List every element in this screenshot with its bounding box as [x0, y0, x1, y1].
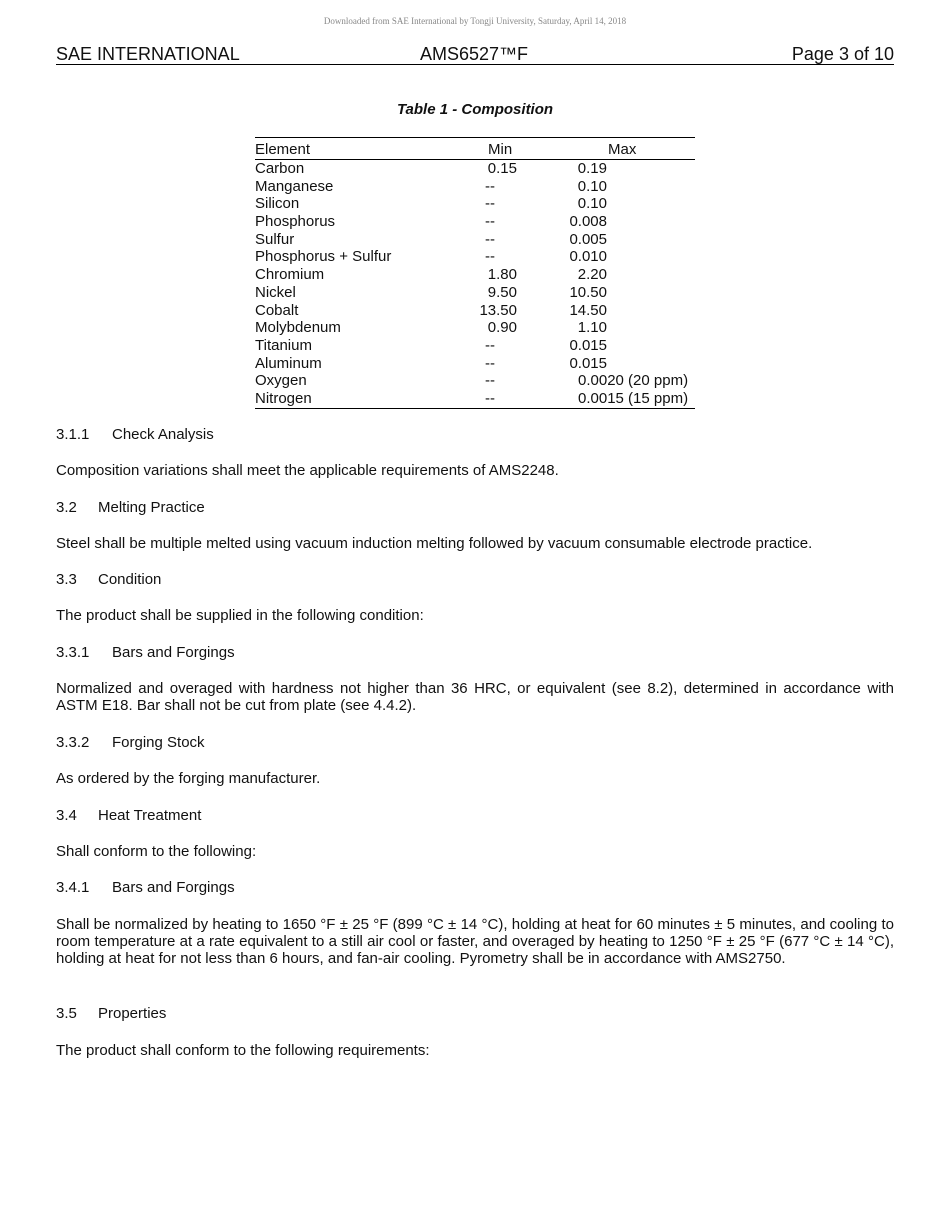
cell-max: 0.015: [569, 336, 607, 354]
cell-max: 0.10: [577, 195, 607, 213]
paragraph-3-3: The product shall be supplied in the following condition:: [56, 607, 424, 624]
section-number: 3.5: [56, 1005, 77, 1022]
cell-element: Oxygen: [255, 372, 307, 390]
table-row: [255, 319, 695, 337]
cell-max: 0.0020 (20 ppm): [578, 372, 689, 390]
cell-max: 0.0015 (15 ppm): [578, 389, 689, 407]
section-heading-3-4: [56, 807, 894, 824]
column-header-min: Min: [488, 141, 513, 158]
section-title: Heat Treatment: [98, 807, 202, 824]
table-row: [255, 337, 695, 355]
section-heading-3-4-1: [56, 879, 894, 896]
cell-min: 0.15: [487, 160, 517, 177]
cell-max: 10.50: [569, 283, 607, 301]
paragraph-3-3-2: As ordered by the forging manufacturer.: [56, 770, 321, 787]
section-heading-3-3-2: [56, 734, 894, 751]
table-row: [255, 355, 695, 373]
cell-min: --: [485, 248, 495, 266]
table-row: [255, 213, 695, 231]
cell-min: 1.80: [487, 266, 517, 284]
table-header-row: [255, 140, 695, 160]
section-number: 3.3.2: [56, 734, 90, 751]
section-title: Forging Stock: [112, 734, 205, 751]
cell-min: --: [485, 389, 495, 407]
cell-max: 0.19: [577, 160, 607, 177]
section-number: 3.4: [56, 807, 77, 824]
table-row: [255, 248, 695, 266]
column-header-element: Element: [255, 141, 311, 158]
cell-max: 0.10: [577, 177, 607, 195]
section-title: Bars and Forgings: [112, 879, 235, 896]
cell-element: Aluminum: [255, 354, 322, 372]
column-header-max: Max: [608, 141, 637, 158]
section-heading-3-1-1: [56, 426, 894, 443]
cell-min: 13.50: [479, 301, 517, 319]
cell-element: Phosphorus: [255, 213, 336, 231]
table-title: Table 1 - Composition: [396, 101, 554, 118]
page-header: [56, 44, 894, 65]
cell-element: Titanium: [255, 336, 312, 354]
cell-element: Nitrogen: [255, 389, 312, 407]
header-organization: SAE INTERNATIONAL: [56, 44, 240, 64]
cell-element: Nickel: [255, 283, 296, 301]
cell-element: Chromium: [255, 266, 325, 284]
section-number: 3.1.1: [56, 426, 90, 443]
section-title: Condition: [98, 571, 162, 588]
table-row: [255, 160, 695, 178]
paragraph-3-3-1: Normalized and overaged with hardness not higher than 36 HRC, or equivalent (see 8.2), determined in accordance with ASTM E18. Bar shall not be cut from plate (see 4.4.2).: [56, 680, 894, 714]
section-number: 3.3: [56, 571, 77, 588]
section-number: 3.2: [56, 499, 77, 516]
table-row: [255, 231, 695, 249]
cell-element: Manganese: [255, 177, 334, 195]
cell-min: --: [485, 177, 495, 195]
table-row: [255, 302, 695, 320]
cell-max: 0.008: [569, 213, 607, 231]
cell-max: 0.005: [569, 230, 607, 248]
cell-max: 14.50: [569, 301, 607, 319]
section-title: Check Analysis: [112, 426, 214, 443]
cell-max: 0.010: [569, 248, 607, 266]
paragraph-3-1-1: Composition variations shall meet the applicable requirements of AMS2248.: [56, 462, 559, 479]
table-row: [255, 195, 695, 213]
section-heading-3-3-1: [56, 644, 894, 661]
table-row: [255, 178, 695, 196]
cell-element: Carbon: [255, 160, 305, 177]
section-title: Melting Practice: [98, 499, 205, 516]
table-row: [255, 372, 695, 390]
paragraph-3-4-1: Shall be normalized by heating to 1650 °F ± 25 °F (899 °C ± 14 °C), holding at heat for 60 minutes ± 5 minutes, and cooling to room temperature at a rate equivalent to a still air cool or faster, and overaged by heating to 1250 °F ± 25 °F (677 °C ± 14 °C), holding at heat for not less than 6 hours, and fan-air cooling. Pyrometry shall be in accordance with AMS2750.: [56, 916, 894, 967]
section-heading-3-5: [56, 1005, 894, 1022]
cell-min: 0.90: [487, 319, 517, 337]
cell-max: 2.20: [577, 266, 607, 284]
composition-table: [255, 137, 695, 409]
header-document-id: AMS6527™F: [420, 44, 529, 64]
cell-min: --: [485, 372, 495, 390]
cell-element: Phosphorus + Sulfur: [255, 248, 392, 266]
table-row: [255, 390, 695, 408]
cell-element: Sulfur: [255, 230, 295, 248]
cell-min: --: [485, 230, 495, 248]
cell-min: --: [485, 213, 495, 231]
section-heading-3-2: [56, 499, 894, 516]
section-number: 3.3.1: [56, 644, 90, 661]
cell-min: --: [485, 195, 495, 213]
table-row: [255, 284, 695, 302]
cell-max: 1.10: [577, 319, 607, 337]
cell-min: --: [485, 336, 495, 354]
cell-min: --: [485, 354, 495, 372]
paragraph-3-5: The product shall conform to the following requirements:: [56, 1042, 430, 1059]
cell-max: 0.015: [569, 354, 607, 372]
cell-element: Molybdenum: [255, 319, 341, 337]
paragraph-3-2: Steel shall be multiple melted using vacuum induction melting followed by vacuum consumable electrode practice.: [56, 535, 813, 552]
header-page-number: Page 3 of 10: [791, 44, 894, 64]
section-number: 3.4.1: [56, 879, 90, 896]
cell-element: Silicon: [255, 195, 300, 213]
table-row: [255, 266, 695, 284]
cell-min: 9.50: [487, 283, 517, 301]
section-title: Properties: [98, 1005, 167, 1022]
paragraph-3-4: Shall conform to the following:: [56, 843, 257, 860]
download-watermark: Downloaded from SAE International by Tongji University, Saturday, April 14, 2018: [323, 16, 627, 26]
cell-element: Cobalt: [255, 301, 299, 319]
section-heading-3-3: [56, 571, 894, 588]
section-title: Bars and Forgings: [112, 644, 235, 661]
